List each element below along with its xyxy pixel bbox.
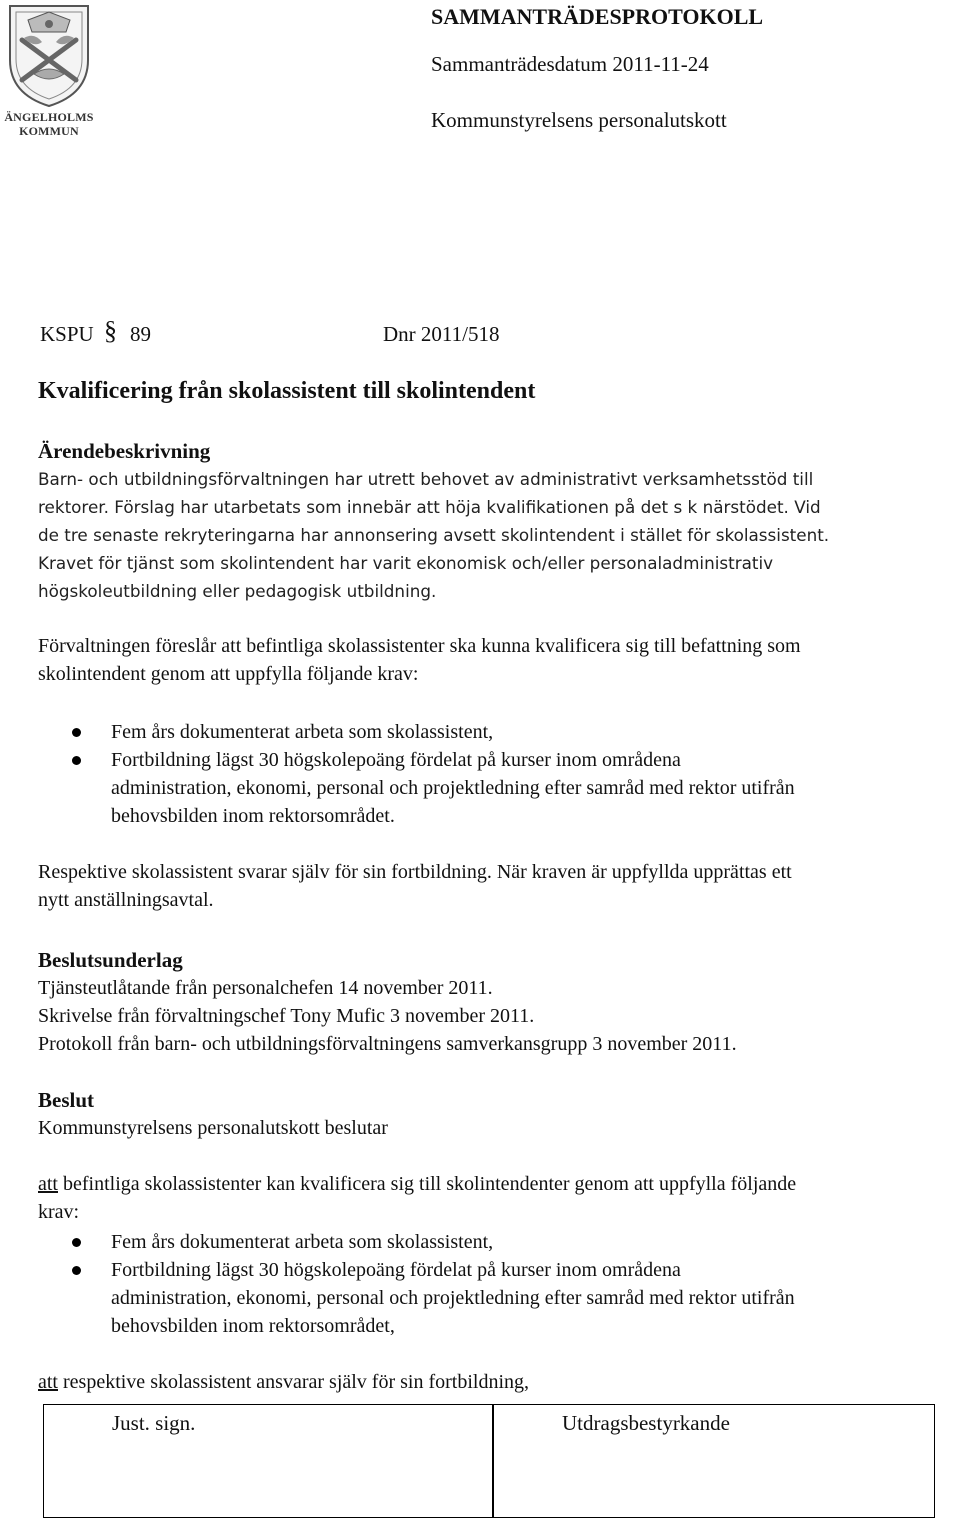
responsibility-line: Respektive skolassistent svarar själv för sin fortbildning. När kraven är uppfyllda upprättas ett: [38, 861, 792, 883]
decision-heading: Beslut: [38, 1088, 95, 1112]
decision-att-2: att respektive skolassistent ansvarar själv för sin fortbildning,: [38, 1371, 530, 1393]
proposal-section: [38, 632, 938, 914]
bullet-icon: [72, 1266, 81, 1275]
basis-item: Skrivelse från förvaltningschef Tony Mufic 3 november 2011.: [38, 1005, 535, 1027]
basis-section: [38, 946, 938, 1058]
diary-number: Dnr 2011/518: [383, 322, 500, 346]
municipality-logo: [4, 2, 94, 138]
description-line: rektorer. Förslag har utarbetats som innebär att höja kvalifikationen på det s k närstödet. Vid: [38, 497, 821, 517]
list-item: Fem års dokumenterat arbeta som skolassistent,: [38, 718, 938, 746]
logo-line-2: KOMMUN: [19, 124, 79, 138]
basis-heading: Beslutsunderlag: [38, 948, 183, 972]
logo-line-1: ÄNGELHOLMS: [4, 110, 94, 124]
description-line: Barn- och utbildningsförvaltningen har utrett behovet av administrativt verksamhetsstöd till: [38, 469, 814, 489]
paragraph-symbol: §: [104, 316, 117, 345]
proposal-requirements-list: [38, 718, 938, 830]
description-line: högskoleutbildning eller pedagogisk utbildning.: [38, 581, 437, 601]
coat-of-arms-icon: [4, 2, 94, 107]
proposal-line: Förvaltningen föreslår att befintliga skolassistenter ska kunna kvalificera sig till befattning som: [38, 635, 801, 657]
meeting-date: Sammanträdesdatum 2011-11-24: [431, 52, 709, 76]
decision-section: [38, 1086, 938, 1396]
case-title: Kvalificering från skolassistent till skolintendent: [38, 378, 536, 404]
decision-intro: Kommunstyrelsens personalutskott beslutar: [38, 1117, 388, 1139]
signature-label: Just. sign.: [112, 1411, 196, 1435]
description-heading: Ärendebeskrivning: [38, 439, 211, 463]
att-keyword: att: [38, 1173, 58, 1195]
basis-item: Tjänsteutlåtande från personalchefen 14 november 2011.: [38, 977, 493, 999]
list-item: Fem års dokumenterat arbeta som skolassistent,: [38, 1228, 938, 1256]
committee-name: Kommunstyrelsens personalutskott: [431, 108, 727, 132]
responsibility-line: nytt anställningsavtal.: [38, 889, 214, 911]
extract-certification-label: Utdragsbestyrkande: [562, 1411, 730, 1435]
proposal-line: skolintendent genom att uppfylla följande krav:: [38, 663, 419, 685]
case-number: 89: [130, 322, 151, 346]
document-type-title: SAMMANTRÄDESPROTOKOLL: [431, 4, 764, 29]
description-line: Kravet för tjänst som skolintendent har varit ekonomisk och/eller personaladministrativ: [38, 553, 774, 573]
case-prefix: KSPU: [40, 322, 94, 346]
bullet-icon: [72, 1238, 81, 1247]
decision-att-1-cont: krav:: [38, 1201, 80, 1223]
signature-box: [43, 1404, 935, 1518]
description-body: [38, 465, 938, 605]
basis-item: Protokoll från barn- och utbildningsförvaltningens samverkansgrupp 3 november 2011.: [38, 1033, 737, 1055]
list-item: Fortbildning lägst 30 högskolepoäng fördelat på kurser inom områdena administration, ekonomi, personal och projektledning efter samråd med rektor utifrån behovsbilden inom rektorsområdet,: [38, 1256, 938, 1340]
bullet-icon: [72, 756, 81, 765]
bullet-icon: [72, 728, 81, 737]
list-item: Fortbildning lägst 30 högskolepoäng fördelat på kurser inom områdena administration, ekonomi, personal och projektledning efter samråd med rektor utifrån behovsbilden inom rektorsområdet.: [38, 746, 938, 830]
signature-box-divider: [492, 1405, 494, 1517]
description-section: [38, 437, 938, 605]
decision-requirements-list: [38, 1228, 938, 1340]
att-keyword: att: [38, 1371, 58, 1393]
decision-att-1: att befintliga skolassistenter kan kvalificera sig till skolintendenter genom att uppfylla följande: [38, 1173, 797, 1195]
description-line: de tre senaste rekryteringarna har annonsering avsett skolintendent i stället för skolassistent.: [38, 525, 830, 545]
